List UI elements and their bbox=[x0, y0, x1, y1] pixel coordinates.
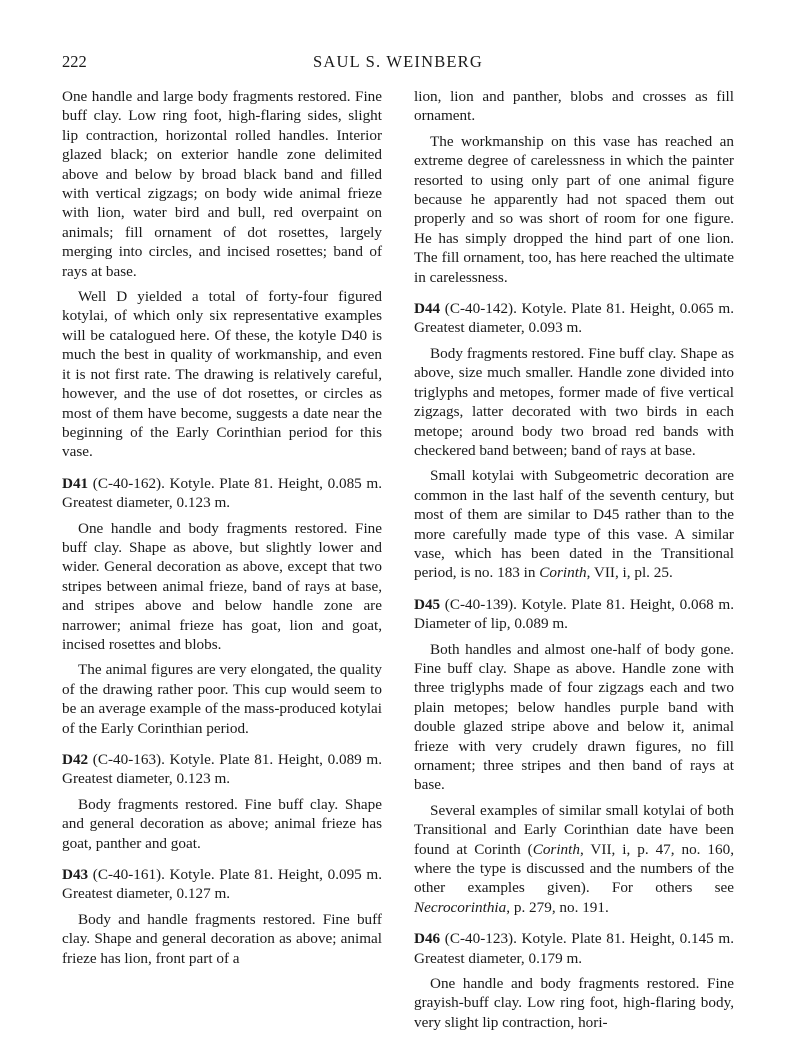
d45-description: Both handles and almost one-half of body gone. Fine buff clay. Shape as above. Handle zone with three triglyphs made of four zigzags each and two plain metopes; below handles purple band with double glazed stripe above and below it, animal frieze with very crudely drawn figures, no fill ornament; three stripes and then band of rays at base. bbox=[414, 640, 734, 794]
d41-catalogue-number: D41 bbox=[62, 474, 89, 492]
d41-commentary: The animal figures are very elongated, the quality of the drawing rather poor. This cup would seem to be an average example of the mass-produced kotylai of the Early Corinthian period. bbox=[62, 661, 382, 737]
d43-catalogue-number: D43 bbox=[62, 866, 89, 884]
d45-catalogue-number: D45 bbox=[414, 595, 441, 613]
corinth-reference: Corinth bbox=[532, 840, 580, 858]
d43-heading-text: (C-40-161). Kotyle. Plate 81. Height, 0.095 m. Greatest diameter, 0.127 m. bbox=[62, 866, 382, 903]
d45-commentary bbox=[414, 801, 734, 917]
d41-description: One handle and body fragments restored. Fine buff clay. Shape as above, but slightly lower and wider. General decoration as above, except that two stripes between animal frieze, band of rays at base, and stripes above and below handle zone are narrower; animal frieze has goat, lion and goat, incised rosettes and blobs. bbox=[62, 519, 382, 653]
d46-heading bbox=[414, 929, 734, 968]
d46-catalogue-number: D46 bbox=[414, 930, 441, 948]
left-column bbox=[62, 87, 382, 974]
corinth-reference: Corinth bbox=[539, 564, 587, 582]
d45-commentary-end: , p. 279, no. 191. bbox=[506, 898, 609, 916]
d44-commentary bbox=[414, 466, 734, 582]
d42-heading bbox=[62, 750, 382, 789]
d45-heading-text: (C-40-139). Kotyle. Plate 81. Height, 0.068 m. Diameter of lip, 0.089 m. bbox=[414, 595, 734, 633]
running-title: SAUL S. WEINBERG bbox=[313, 52, 483, 71]
d43-commentary: The workmanship on this vase has reached an extreme degree of carelessness in which the painter resorted to using only part of one animal figure because he apparently had not spaced them out properly and so was short of room for one figure. He has simply dropped the hind part of one lion. The fill ornament, too, has here reached the ultimate in carelessness. bbox=[414, 132, 734, 286]
d45-commentary-text: Several examples of similar small kotylai of both Transitional and Early Corinthian date have been found at Corinth ( bbox=[414, 801, 734, 858]
d44-commentary-text: Small kotylai with Subgeometric decoration are common in the last half of the seventh century, but most of them are similar to D45 rather than to the more carefully made type of this vase. A similar vase, which has been dated in the Transitional period, is no. 183 in bbox=[414, 467, 734, 582]
d42-catalogue-number: D42 bbox=[62, 751, 89, 768]
d40-description: One handle and large body fragments restored. Fine buff clay. Low ring foot, high-flaring sides, slight lip contraction, horizontal rolled handles. Interior glazed black; on exterior handle zone delimited above and below by broad black band and filled with vertical zigzags; on body wide animal frieze with lion, water bird and bull, red overpaint on animals; fill ornament of dot rosettes, largely merging into circles, and incised rosettes; band of rays at base. bbox=[62, 88, 382, 280]
page-number: 222 bbox=[62, 52, 87, 71]
d45-commentary-mid: , VII, i, p. 47, no. 160, where the type is discussed and the numbers of the other examples given). For others see bbox=[414, 840, 735, 897]
d43-description-continued: lion, lion and panther, blobs and crosses as fill ornament. bbox=[414, 88, 734, 125]
d44-commentary-end: , VII, i, pl. 25. bbox=[586, 564, 673, 582]
d43-description: Body and handle fragments restored. Fine buff clay. Shape and general decoration as above; animal frieze has lion, front part of a bbox=[62, 910, 382, 967]
d41-heading bbox=[62, 474, 382, 513]
d44-heading bbox=[414, 299, 734, 338]
necrocorinthia-reference: Necrocorinthia bbox=[414, 898, 507, 916]
d44-catalogue-number: D44 bbox=[414, 300, 441, 318]
d41-heading-text: (C-40-162). Kotyle. Plate 81. Height, 0.085 m. Greatest diameter, 0.123 m. bbox=[62, 474, 382, 512]
d42-heading-text: (C-40-163). Kotyle. Plate 81. Height, 0.089 m. Greatest diameter, 0.123 m. bbox=[62, 751, 382, 788]
d43-heading bbox=[62, 865, 382, 904]
d45-heading bbox=[414, 595, 734, 634]
right-column bbox=[414, 87, 734, 1038]
d46-heading-text: (C-40-123). Kotyle. Plate 81. Height, 0.145 m. Greatest diameter, 0.179 m. bbox=[414, 930, 734, 967]
page-header bbox=[62, 52, 734, 74]
d42-description: Body fragments restored. Fine buff clay. Shape and general decoration as above; animal frieze has goat, panther and goat. bbox=[62, 795, 382, 852]
d46-description: One handle and body fragments restored. Fine grayish-buff clay. Low ring foot, high-flaring body, very slight lip contraction, hori- bbox=[414, 975, 734, 1031]
d44-description: Body fragments restored. Fine buff clay. Shape as above, size much smaller. Handle zone divided into triglyphs and metopes, former made of five vertical zigzags, latter decorated with two birds in each metope; around body two broad red bands with checkered band between; band of rays at base. bbox=[414, 344, 734, 459]
d44-heading-text: (C-40-142). Kotyle. Plate 81. Height, 0.065 m. Greatest diameter, 0.093 m. bbox=[414, 300, 734, 337]
well-d-commentary: Well D yielded a total of forty-four figured kotylai, of which only six representative examples will be catalogued here. Of these, the kotyle D40 is much the best in quality of workmanship, and even it is not first rate. The drawing is relatively careful, however, and the use of dot rosettes, or circles as most of them have become, suggests a date near the beginning of the Early Corinthian period for this vase. bbox=[62, 288, 382, 461]
